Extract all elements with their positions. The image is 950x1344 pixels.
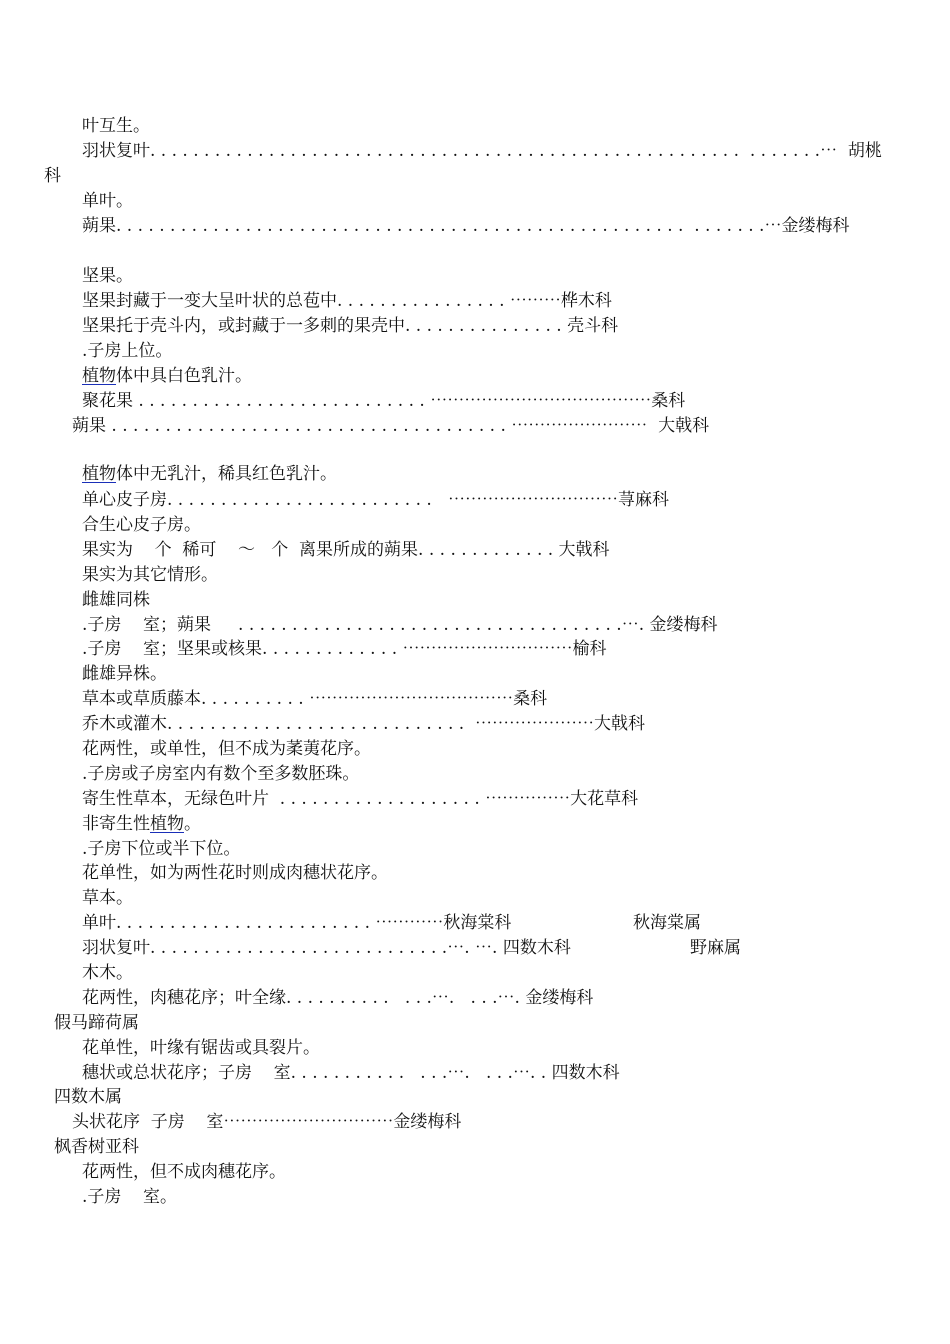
text-line: 植物体中具白色乳汁。 bbox=[82, 366, 252, 386]
text-line: 花单性，叶缘有锯齿或具裂片。 bbox=[82, 1038, 320, 1058]
text-line: 花两性，肉穗花序；叶全缘. . . . . . . . . . . . .⋯. . . .⋯. 金缕梅科 bbox=[82, 988, 594, 1008]
text-line: .子房 室。 bbox=[82, 1187, 178, 1207]
text-line: 蒴果. . . . . . . . . . . . . . . . . . . . . . . . . . . . . . . . . . . . . . . . . . . . . . . . . . . . . . . . . . . .⋯金缕梅科 bbox=[82, 216, 850, 236]
text-line: 单叶. . . . . . . . . . . . . . . . . . . . . . . . ⋯⋯⋯⋯秋海棠科 bbox=[82, 913, 512, 933]
text-line: 花两性，或单性，但不成为葇荑花序。 bbox=[82, 739, 371, 759]
text-line: 科 bbox=[44, 166, 61, 186]
text-line: .子房 室；蒴果 . . . . . . . . . . . . . . . . . . . . . . . . . . . . . . . . . . . .⋯. 金缕梅科 bbox=[82, 615, 718, 635]
text-line: 坚果。 bbox=[82, 266, 133, 286]
text-line: 花两性，但不成肉穗花序。 bbox=[82, 1162, 286, 1182]
plant-term-link[interactable]: 植物 bbox=[150, 814, 184, 834]
text-line: 植物体中无乳汁，稀具红色乳汁。 bbox=[82, 464, 337, 484]
text-line: 乔木或灌木. . . . . . . . . . . . . . . . . . . . . . . . . . . . ⋯⋯⋯⋯⋯⋯⋯大戟科 bbox=[82, 714, 646, 734]
text-line: 坚果托于壳斗内，或封藏于一多刺的果壳中. . . . . . . . . . . . . . . 壳斗科 bbox=[82, 316, 619, 336]
text-line: 合生心皮子房。 bbox=[82, 515, 201, 535]
text-line: 头状花序 子房 室⋯⋯⋯⋯⋯⋯⋯⋯⋯⋯金缕梅科 bbox=[72, 1112, 462, 1132]
text-line: 聚花果 . . . . . . . . . . . . . . . . . . . . . . . . . . . ⋯⋯⋯⋯⋯⋯⋯⋯⋯⋯⋯⋯⋯桑科 bbox=[82, 391, 686, 411]
text-line: 果实为其它情形。 bbox=[82, 565, 218, 585]
plant-term-link[interactable]: 植物 bbox=[82, 464, 116, 484]
text-line: 木木。 bbox=[82, 963, 133, 983]
text-line: .子房上位。 bbox=[82, 341, 173, 361]
text-line: 雌雄同株 bbox=[82, 590, 150, 610]
text-line: 叶互生。 bbox=[82, 116, 150, 136]
text-line: 非寄生性植物。 bbox=[82, 814, 201, 834]
text-line: 枫香树亚科 bbox=[54, 1137, 139, 1157]
text-line: 单心皮子房. . . . . . . . . . . . . . . . . . . . . . . . . ⋯⋯⋯⋯⋯⋯⋯⋯⋯⋯荨麻科 bbox=[82, 490, 669, 510]
text-line: 羽状复叶. . . . . . . . . . . . . . . . . . . . . . . . . . . . . . . . . . . . . . . . . . . . . . . . . . . . . . . . . . . . . .⋯ 胡桃 bbox=[82, 141, 882, 161]
text-line: 草本。 bbox=[82, 888, 133, 908]
text-line: 花单性，如为两性花时则成肉穗状花序。 bbox=[82, 863, 388, 883]
text-line: 草本或草质藤本. . . . . . . . . . ⋯⋯⋯⋯⋯⋯⋯⋯⋯⋯⋯⋯桑科 bbox=[82, 689, 548, 709]
text-line: 寄生性草本，无绿色叶片 . . . . . . . . . . . . . . . . . . . ⋯⋯⋯⋯⋯大花草科 bbox=[82, 789, 639, 809]
text-line: .子房下位或半下位。 bbox=[82, 839, 241, 859]
text-line: 羽状复叶. . . . . . . . . . . . . . . . . . . . . . . . . . . .⋯. ⋯. 四数木科 bbox=[82, 938, 571, 958]
text-line: 果实为 个 稀可 ～ 个 离果所成的蒴果. . . . . . . . . . . . . 大戟科 bbox=[82, 540, 610, 560]
text-line: 四数木属 bbox=[54, 1087, 122, 1107]
genus-label: 野麻属 bbox=[690, 938, 741, 958]
text-line: .子房或子房室内有数个至多数胚珠。 bbox=[82, 764, 360, 784]
text-line: 穗状或总状花序；子房 室. . . . . . . . . . . . . .⋯. . . .⋯. . 四数木科 bbox=[82, 1063, 620, 1083]
text-line: .子房 室；坚果或核果. . . . . . . . . . . . . ⋯⋯⋯⋯⋯⋯⋯⋯⋯⋯榆科 bbox=[82, 639, 607, 659]
text-line: 单叶。 bbox=[82, 191, 133, 211]
text-line: 坚果封藏于一变大呈叶状的总苞中. . . . . . . . . . . . . . . . ⋯⋯⋯桦木科 bbox=[82, 291, 612, 311]
plant-term-link[interactable]: 植物 bbox=[82, 366, 116, 386]
genus-label: 秋海棠属 bbox=[633, 913, 701, 933]
text-line: 蒴果 . . . . . . . . . . . . . . . . . . . . . . . . . . . . . . . . . . . . . ⋯⋯⋯⋯⋯⋯⋯⋯ 大戟科 bbox=[72, 416, 710, 436]
text-line: 假马蹄荷属 bbox=[54, 1013, 139, 1033]
text-line: 雌雄异株。 bbox=[82, 664, 167, 684]
